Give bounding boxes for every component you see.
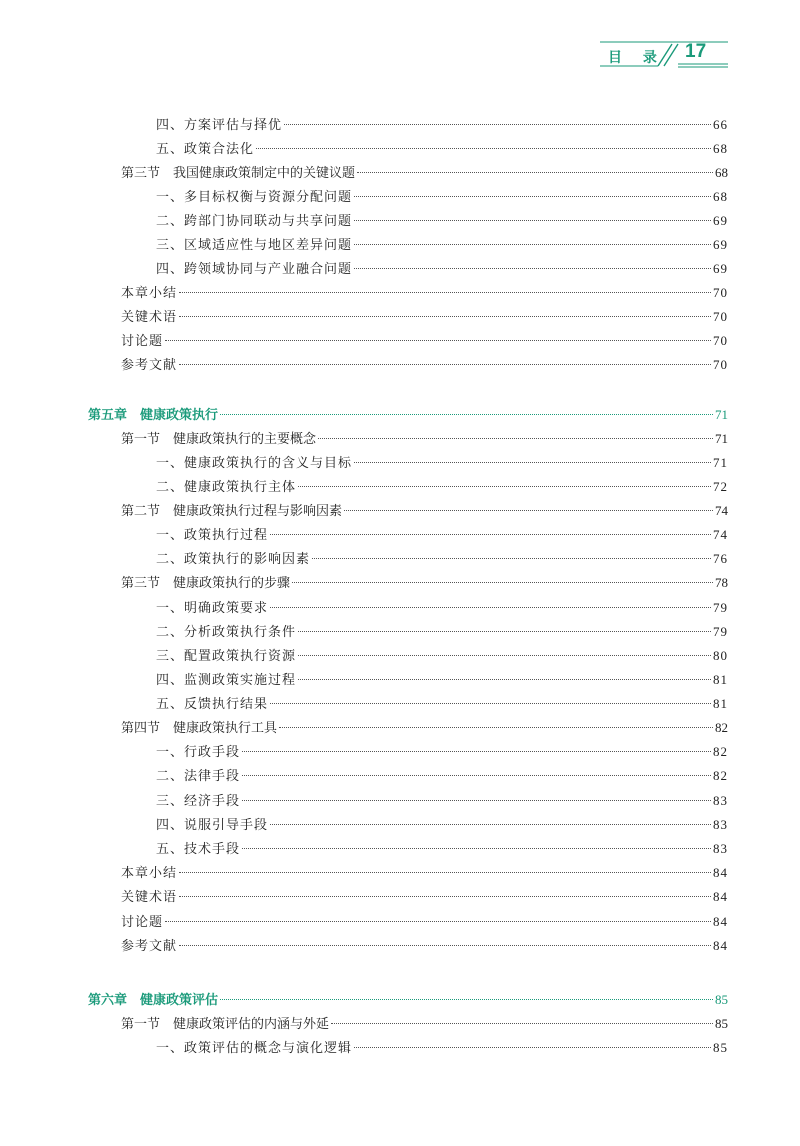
toc-page-number: 66 bbox=[713, 117, 728, 132]
leader-dots bbox=[179, 364, 711, 365]
toc-item[interactable] bbox=[156, 621, 728, 643]
toc-item[interactable] bbox=[121, 911, 728, 933]
leader-dots bbox=[179, 872, 711, 873]
toc-page-number: 79 bbox=[713, 600, 728, 615]
toc-label: 五、技术手段 bbox=[156, 842, 241, 857]
toc-page-number: 80 bbox=[713, 648, 728, 663]
toc-page-number: 78 bbox=[715, 575, 728, 590]
toc-page-number: 70 bbox=[713, 333, 728, 348]
toc-item[interactable] bbox=[156, 838, 728, 860]
toc-page-number: 68 bbox=[713, 189, 728, 204]
toc-label: 二、健康政策执行主体 bbox=[156, 480, 297, 495]
toc-section[interactable] bbox=[121, 500, 728, 522]
toc-page-number: 84 bbox=[713, 938, 728, 953]
toc-page-number: 79 bbox=[713, 624, 728, 639]
toc-label: 关键术语 bbox=[121, 890, 178, 905]
toc-label: 三、经济手段 bbox=[156, 794, 241, 809]
leader-dots bbox=[270, 607, 711, 608]
toc-label: 五、政策合法化 bbox=[156, 142, 255, 157]
toc-chapter[interactable] bbox=[88, 404, 728, 426]
toc-page-number: 71 bbox=[715, 407, 728, 422]
leader-dots bbox=[298, 631, 711, 632]
toc-page-number: 71 bbox=[715, 431, 728, 446]
leader-dots bbox=[279, 727, 713, 728]
toc-item[interactable] bbox=[156, 524, 728, 546]
toc-label: 二、政策执行的影响因素 bbox=[156, 552, 311, 567]
toc-item[interactable] bbox=[121, 282, 728, 304]
toc-page-number: 68 bbox=[713, 141, 728, 156]
toc-item[interactable] bbox=[156, 790, 728, 812]
leader-dots bbox=[270, 534, 711, 535]
leader-dots bbox=[357, 172, 713, 173]
leader-dots bbox=[242, 800, 711, 801]
toc-label: 三、区域适应性与地区差异问题 bbox=[156, 238, 353, 253]
leader-dots bbox=[220, 414, 713, 415]
toc-label: 第五章 健康政策执行 bbox=[88, 408, 219, 423]
toc-item[interactable] bbox=[156, 258, 728, 280]
toc-item[interactable] bbox=[156, 765, 728, 787]
toc-item[interactable] bbox=[156, 452, 728, 474]
toc-section[interactable] bbox=[121, 717, 728, 739]
header-title: 目 录 bbox=[608, 50, 665, 66]
toc-section[interactable] bbox=[121, 572, 728, 594]
toc-label: 四、跨领域协同与产业融合问题 bbox=[156, 262, 353, 277]
toc-page-number: 82 bbox=[715, 720, 728, 735]
toc-item[interactable] bbox=[121, 935, 728, 957]
toc-page-number: 74 bbox=[713, 527, 728, 542]
toc-label: 三、配置政策执行资源 bbox=[156, 649, 297, 664]
leader-dots bbox=[298, 655, 711, 656]
toc-page-number: 85 bbox=[715, 992, 728, 1007]
toc-label: 四、监测政策实施过程 bbox=[156, 673, 297, 688]
toc-page-number: 82 bbox=[713, 768, 728, 783]
toc-page-number: 70 bbox=[713, 285, 728, 300]
toc-item[interactable] bbox=[156, 597, 728, 619]
toc-item[interactable] bbox=[156, 669, 728, 691]
toc-label: 一、明确政策要求 bbox=[156, 601, 269, 616]
toc-item[interactable] bbox=[121, 862, 728, 884]
toc-page-number: 68 bbox=[715, 165, 728, 180]
header-page-number: 17 bbox=[685, 41, 707, 62]
leader-dots bbox=[354, 196, 711, 197]
toc-section[interactable] bbox=[121, 428, 728, 450]
toc-item[interactable] bbox=[121, 330, 728, 352]
leader-dots bbox=[242, 751, 711, 752]
toc-label: 一、行政手段 bbox=[156, 745, 241, 760]
toc-label: 第一节 健康政策评估的内涵与外延 bbox=[121, 1017, 330, 1032]
leader-dots bbox=[179, 896, 711, 897]
leader-dots bbox=[256, 148, 711, 149]
toc-page-number: 69 bbox=[713, 237, 728, 252]
leader-dots bbox=[312, 558, 711, 559]
toc-item[interactable] bbox=[156, 814, 728, 836]
toc-label: 二、法律手段 bbox=[156, 769, 241, 784]
leader-dots bbox=[298, 486, 711, 487]
leader-dots bbox=[298, 679, 711, 680]
toc-label: 第六章 健康政策评估 bbox=[88, 993, 219, 1008]
toc-label: 参考文献 bbox=[121, 939, 178, 954]
toc-item[interactable] bbox=[156, 548, 728, 570]
toc-label: 第四节 健康政策执行工具 bbox=[121, 721, 278, 736]
leader-dots bbox=[354, 462, 711, 463]
toc-label: 本章小结 bbox=[121, 286, 178, 301]
leader-dots bbox=[179, 316, 711, 317]
toc-item[interactable] bbox=[156, 1037, 728, 1059]
toc-label: 参考文献 bbox=[121, 358, 178, 373]
toc-label: 一、政策执行过程 bbox=[156, 528, 269, 543]
toc-label: 四、方案评估与择优 bbox=[156, 118, 283, 133]
leader-dots bbox=[331, 1023, 713, 1024]
toc-label: 一、健康政策执行的含义与目标 bbox=[156, 456, 353, 471]
toc-item[interactable] bbox=[156, 234, 728, 256]
toc-page-number: 81 bbox=[713, 696, 728, 711]
toc-page-number: 81 bbox=[713, 672, 728, 687]
toc-item[interactable] bbox=[156, 210, 728, 232]
toc-page-number: 83 bbox=[713, 841, 728, 856]
toc-item[interactable] bbox=[156, 138, 728, 160]
toc-item[interactable] bbox=[156, 741, 728, 763]
toc-page-number: 74 bbox=[715, 503, 728, 518]
toc-label: 关键术语 bbox=[121, 310, 178, 325]
toc-label: 第三节 健康政策执行的步骤 bbox=[121, 576, 291, 591]
leader-dots bbox=[354, 244, 711, 245]
toc-label: 第二节 健康政策执行过程与影响因素 bbox=[121, 504, 343, 519]
toc-page-number: 84 bbox=[713, 914, 728, 929]
toc-page-number: 76 bbox=[713, 551, 728, 566]
toc-label: 五、反馈执行结果 bbox=[156, 697, 269, 712]
toc-item[interactable] bbox=[156, 476, 728, 498]
toc-page-number: 83 bbox=[713, 793, 728, 808]
leader-dots bbox=[354, 220, 711, 221]
toc-item[interactable] bbox=[121, 354, 728, 376]
toc-page-number: 69 bbox=[713, 261, 728, 276]
toc-label: 二、跨部门协同联动与共享问题 bbox=[156, 214, 353, 229]
leader-dots bbox=[270, 703, 711, 704]
leader-dots bbox=[179, 292, 711, 293]
toc-page-number: 84 bbox=[713, 865, 728, 880]
toc-page-number: 72 bbox=[713, 479, 728, 494]
toc-item[interactable] bbox=[156, 693, 728, 715]
leader-dots bbox=[344, 510, 713, 511]
toc-label: 一、多目标权衡与资源分配问题 bbox=[156, 190, 353, 205]
leader-dots bbox=[242, 848, 711, 849]
toc-section[interactable] bbox=[121, 162, 728, 184]
toc-label: 四、说服引导手段 bbox=[156, 818, 269, 833]
toc-label: 第三节 我国健康政策制定中的关键议题 bbox=[121, 166, 356, 181]
toc-item[interactable] bbox=[121, 306, 728, 328]
toc-page-number: 70 bbox=[713, 309, 728, 324]
toc-page-number: 82 bbox=[713, 744, 728, 759]
toc-item[interactable] bbox=[121, 886, 728, 908]
toc-page-number: 84 bbox=[713, 889, 728, 904]
leader-dots bbox=[292, 582, 713, 583]
toc-label: 一、政策评估的概念与演化逻辑 bbox=[156, 1041, 353, 1056]
leader-dots bbox=[284, 124, 711, 125]
toc-page-number: 69 bbox=[713, 213, 728, 228]
leader-dots bbox=[270, 824, 711, 825]
toc-page-number: 70 bbox=[713, 357, 728, 372]
toc-label: 二、分析政策执行条件 bbox=[156, 625, 297, 640]
toc-page-number: 71 bbox=[713, 455, 728, 470]
leader-dots bbox=[165, 340, 711, 341]
toc-page-number: 83 bbox=[713, 817, 728, 832]
toc-page-number: 85 bbox=[715, 1016, 728, 1031]
leader-dots bbox=[179, 945, 711, 946]
toc-label: 本章小结 bbox=[121, 866, 178, 881]
toc-item[interactable] bbox=[156, 186, 728, 208]
leader-dots bbox=[242, 775, 711, 776]
toc-section[interactable] bbox=[121, 1013, 728, 1035]
leader-dots bbox=[220, 999, 713, 1000]
leader-dots bbox=[354, 1047, 711, 1048]
toc-chapter[interactable] bbox=[88, 989, 728, 1011]
toc-page-number: 85 bbox=[713, 1040, 728, 1055]
toc-item[interactable] bbox=[156, 114, 728, 136]
leader-dots bbox=[318, 438, 713, 439]
toc-label: 第一节 健康政策执行的主要概念 bbox=[121, 432, 317, 447]
toc-item[interactable] bbox=[156, 645, 728, 667]
leader-dots bbox=[165, 921, 711, 922]
toc-label: 讨论题 bbox=[121, 915, 164, 930]
leader-dots bbox=[354, 268, 711, 269]
toc-label: 讨论题 bbox=[121, 334, 164, 349]
